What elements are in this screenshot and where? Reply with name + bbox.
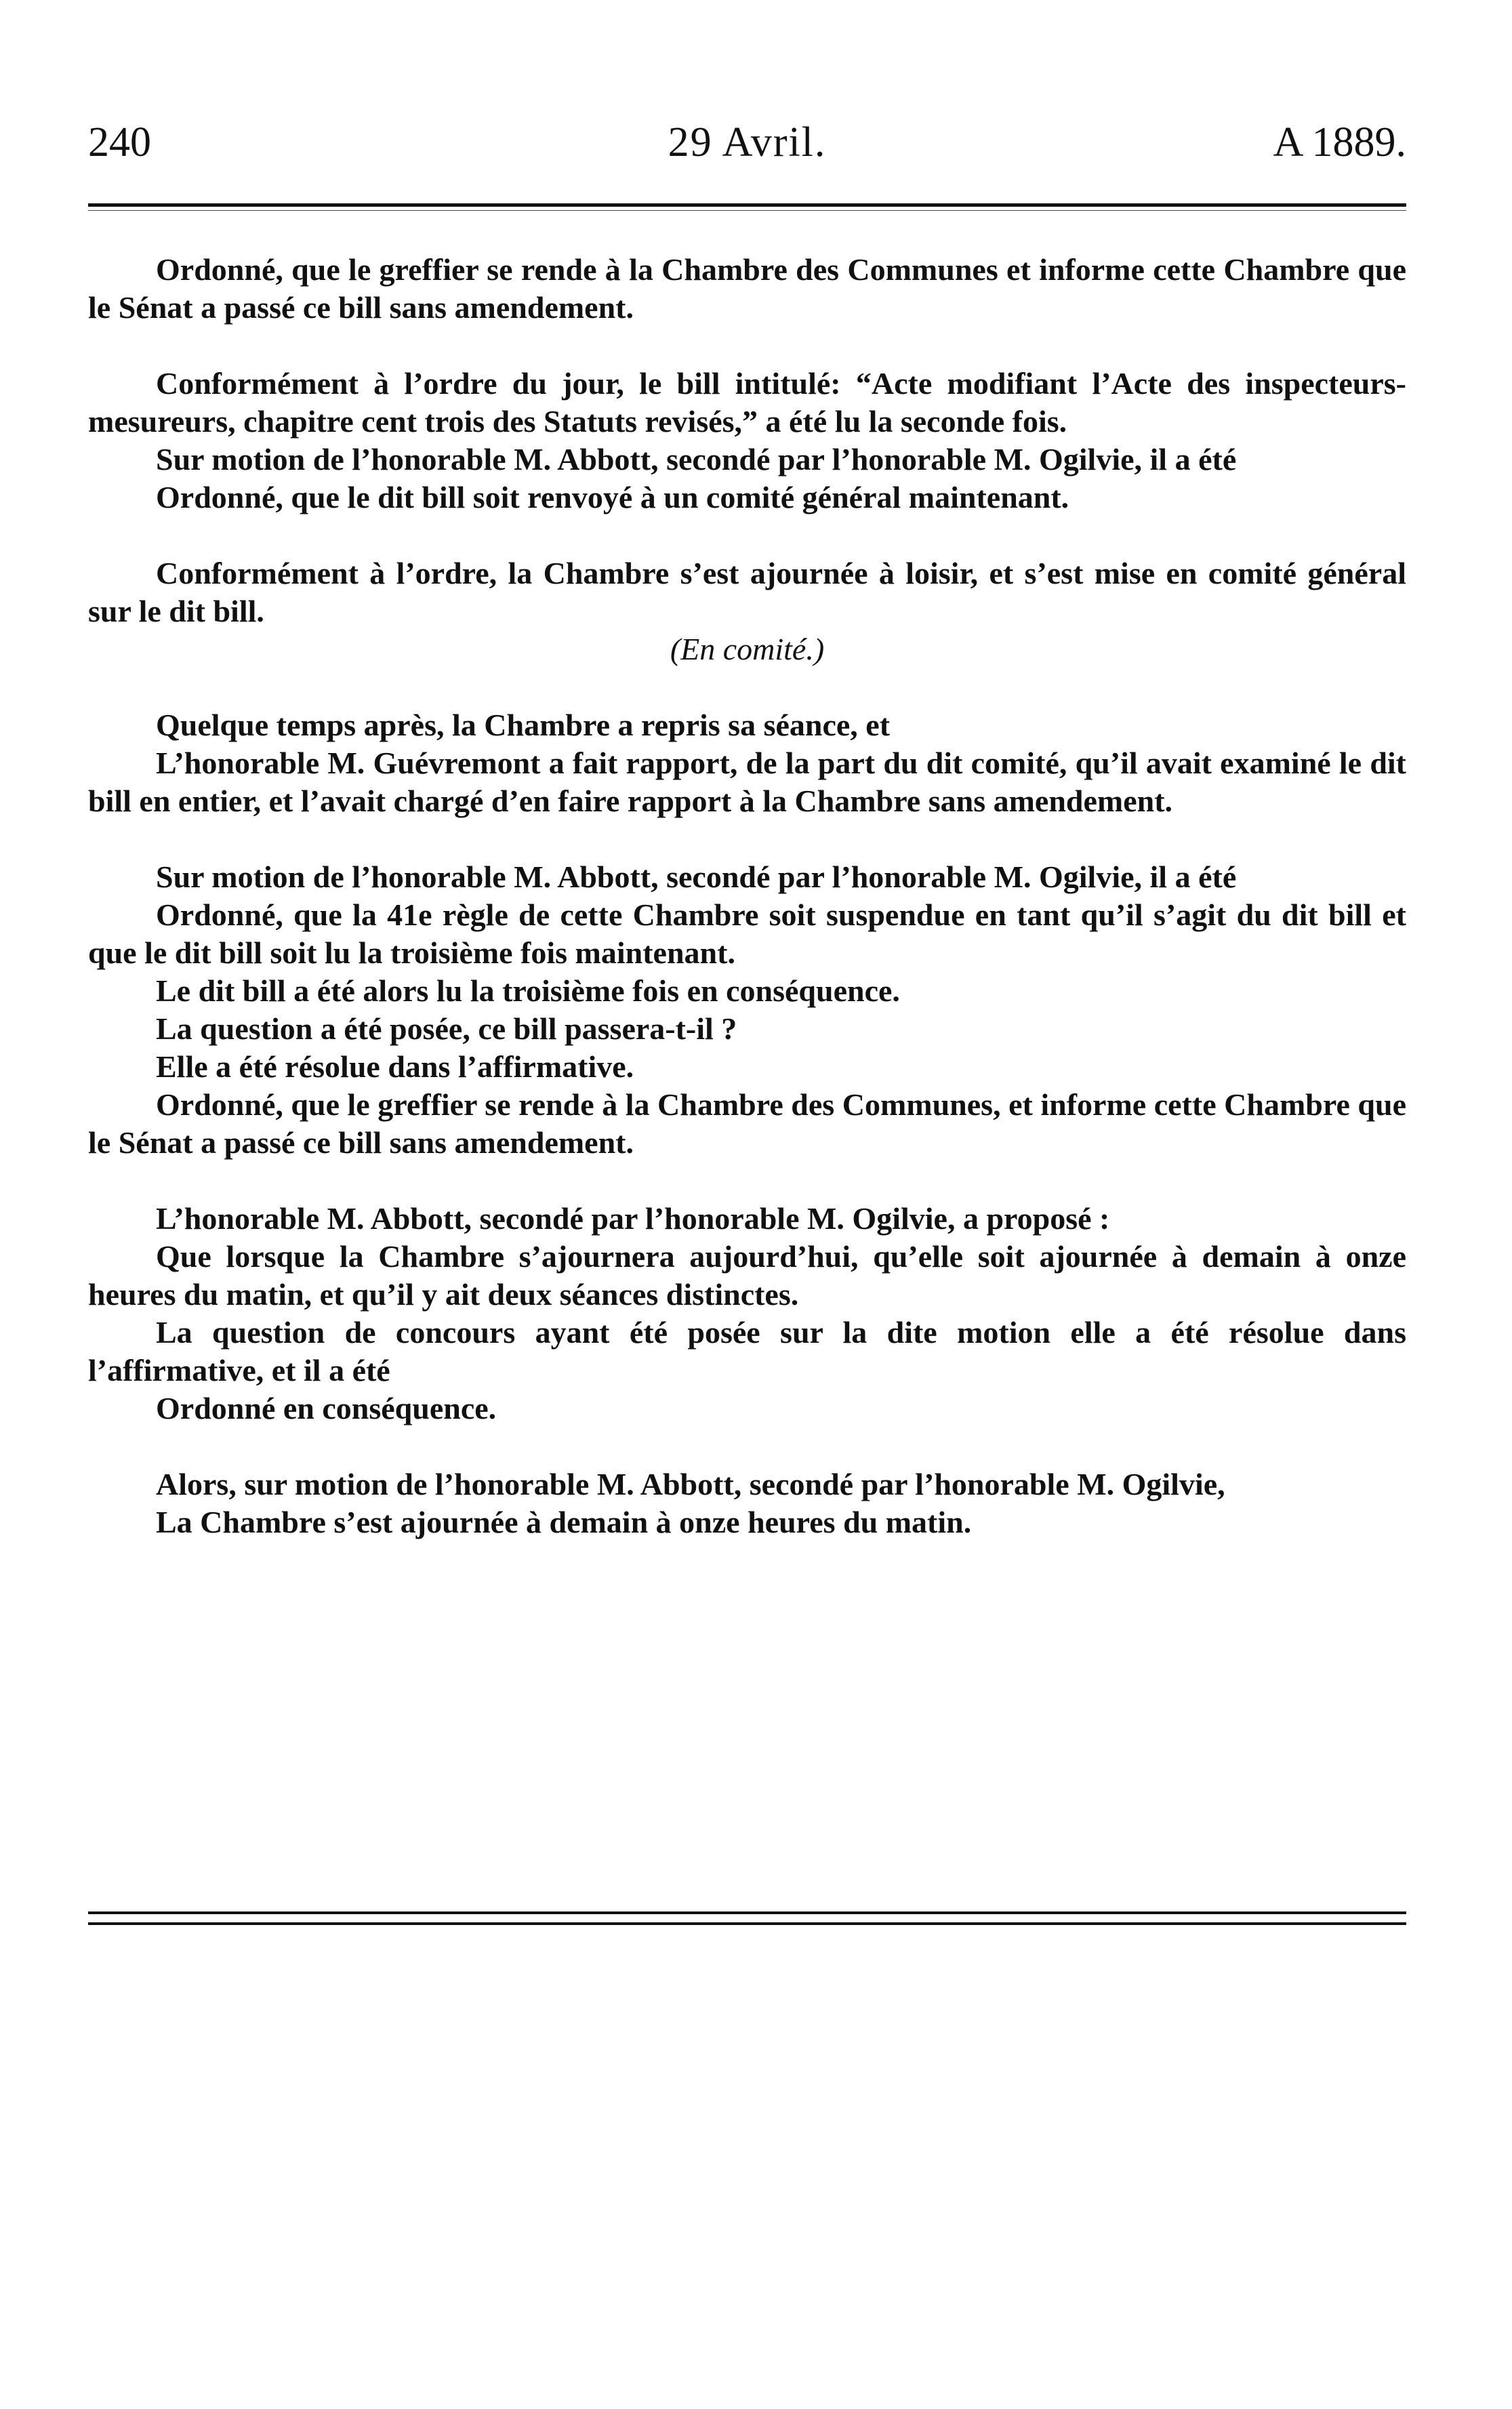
paragraph: Ordonné, que le dit bill soit renvoyé à un comité général maintenant. xyxy=(156,480,1069,514)
paragraph: Que lorsque la Chambre s’ajournera aujourd’hui, qu’elle soit ajournée à demain à onze heures du matin, et qu’il y ait deux séances distinctes. xyxy=(88,1239,1406,1312)
paragraph: Ordonné, que la 41e règle de cette Chambre soit suspendue en tant qu’il s’agit du dit bill et que le dit bill soit lu la troisième fois maintenant. xyxy=(88,897,1406,970)
paragraph-gap xyxy=(88,668,1406,706)
paragraph: Conformément à l’ordre, la Chambre s’est ajournée à loisir, et s’est mise en comité général sur le dit bill. xyxy=(88,556,1406,628)
page-title: 29 Avril. xyxy=(668,119,827,165)
footer-rule xyxy=(88,1911,1406,1914)
paragraph: Quelque temps après, la Chambre a repris sa séance, et xyxy=(156,708,891,742)
paragraph-gap xyxy=(88,327,1406,365)
year-label: A 1889. xyxy=(1273,119,1406,165)
paragraph: L’honorable M. Guévremont a fait rapport, de la part du dit comité, qu’il avait examiné le dit bill en entier, et l’avait chargé d’en faire rapport à la Chambre sans amendement. xyxy=(88,746,1406,818)
paragraph: L’honorable M. Abbott, secondé par l’honorable M. Ogilvie, a proposé : xyxy=(156,1201,1110,1236)
paragraph: Ordonné, que le greffier se rende à la Chambre des Communes et informe cette Chambre que le Sénat a passé ce bill sans amendement. xyxy=(88,252,1406,325)
header-rule-thin xyxy=(88,210,1406,211)
paragraph: La Chambre s’est ajournée à demain à onze heures du matin. xyxy=(156,1505,972,1539)
paragraph: Sur motion de l’honorable M. Abbott, secondé par l’honorable M. Ogilvie, il a été xyxy=(156,442,1237,477)
document-body xyxy=(88,251,1406,1541)
paragraph: Le dit bill a été alors lu la troisième fois en conséquence. xyxy=(156,973,900,1008)
paragraph-gap xyxy=(88,820,1406,858)
running-header xyxy=(88,115,1406,169)
page-number: 240 xyxy=(88,119,151,165)
paragraph: Ordonné en conséquence. xyxy=(156,1391,497,1425)
paragraph-gap xyxy=(88,1162,1406,1200)
footer-rule-double xyxy=(88,1922,1406,1925)
paragraph: Ordonné, que le greffier se rende à la Chambre des Communes, et informe cette Chambre que le Sénat a passé ce bill sans amendement. xyxy=(88,1087,1406,1160)
header-rule xyxy=(88,203,1406,207)
paragraph: Sur motion de l’honorable M. Abbott, secondé par l’honorable M. Ogilvie, il a été xyxy=(156,859,1237,894)
paragraph: Alors, sur motion de l’honorable M. Abbott, secondé par l’honorable M. Ogilvie, xyxy=(156,1467,1225,1501)
paragraph: Conformément à l’ordre du jour, le bill intitulé: “Acte modifiant l’Acte des inspecteurs-mesureurs, chapitre cent trois des Statuts revisés,” a été lu la seconde fois. xyxy=(88,366,1406,439)
paragraph: La question de concours ayant été posée sur la dite motion elle a été résolue dans l’affirmative, et il a été xyxy=(88,1315,1406,1388)
paragraph-gap xyxy=(88,517,1406,554)
paragraph: La question a été posée, ce bill passera-t-il ? xyxy=(156,1011,737,1046)
paragraph: Elle a été résolue dans l’affirmative. xyxy=(156,1049,634,1084)
committee-heading: (En comité.) xyxy=(670,632,825,666)
paragraph-gap xyxy=(88,1428,1406,1465)
